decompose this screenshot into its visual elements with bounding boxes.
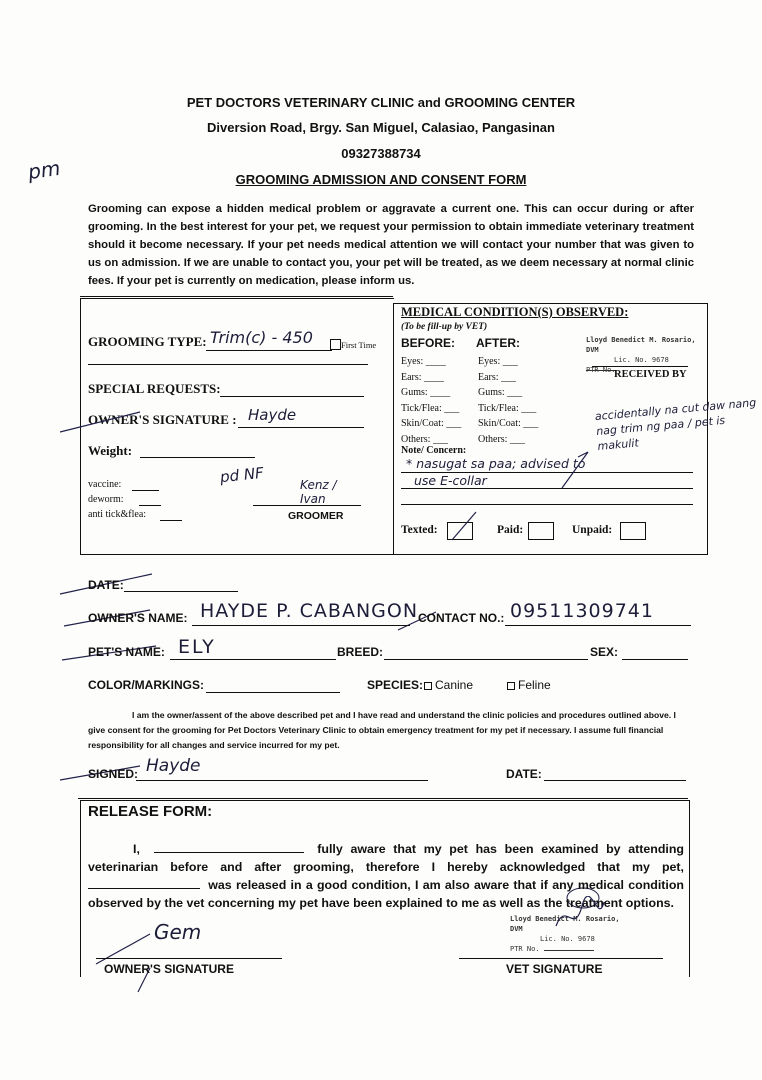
after-gums[interactable]: Gums: ___ [478,387,523,399]
texted-label: Texted: [401,524,438,536]
before-label: BEFORE: [401,336,455,350]
release-outer-line [78,798,688,799]
stamp-lic: Lic. No. 9678 [614,356,669,364]
release-owner-signature-value: Gem [154,920,202,944]
after-eyes[interactable]: Eyes: ___ [478,356,518,367]
before-gums[interactable]: Gums: ____ [401,387,451,399]
strike-owner-signature [60,412,140,432]
date2-label: DATE: [506,767,542,781]
release-text-part2: fully aware that my pet has been examined by attending veterinarian before and after grooming, therefore I hereby acknowledged that my pet, [88,842,684,874]
color-label: COLOR/MARKINGS: [88,678,204,692]
vet-signature-scribble [548,896,608,938]
contact-line[interactable] [505,625,691,626]
received-by-label: RECEIVED BY [614,369,687,380]
clinic-phone: 09327388734 [341,146,421,161]
consent-paragraph: I am the owner/assent of the above described pet and I have read and understand the clinic policies and procedures outlined above. I give consent for the grooming for Pet Doctors Veterinary Clinic to obtain emergency treatment for my pet if necessary. I assume full financial responsibility for all changes and service incurred for my pet. [88,710,676,750]
stamp-vet-name: Lloyd Benedict M. Rosario, DVM [586,336,696,354]
before-eyes[interactable]: Eyes: ____ [401,356,446,367]
after-skincoat[interactable]: Skin/Coat: ___ [478,418,539,430]
first-time-label: First Time [341,340,377,350]
before-skincoat[interactable]: Skin/Coat: ___ [401,418,462,430]
date-label: DATE: [88,578,124,592]
pet-name-line[interactable] [170,659,336,660]
pet-name-value: ELY [178,636,216,658]
note-value-1: * nasugat sa paa; advised to [406,456,586,471]
form-title: GROOMING ADMISSION AND CONSENT FORM [235,172,527,187]
handwritten-initials: pd NF [219,463,265,487]
signed-line[interactable] [136,780,428,781]
after-ears[interactable]: Ears: ___ [478,371,517,383]
contact-label: CONTACT NO.: [418,611,505,625]
after-others[interactable]: Others: ___ [478,433,525,445]
release-vet-signature-label: VET SIGNATURE [506,962,603,976]
before-tickflea[interactable]: Tick/Flea: ___ [401,402,460,414]
feline-checkbox[interactable] [507,682,515,690]
release-i: I, [133,842,140,856]
before-others[interactable]: Others: ___ [401,433,448,445]
stamp-ptr: PTR No. [586,366,616,374]
medical-title: MEDICAL CONDITION(S) OBSERVED: [401,305,629,319]
release-name-blank[interactable] [154,840,304,853]
release-owner-signature-label: OWNER'S SIGNATURE [104,962,234,976]
note-label: Note/ Concern: [401,445,467,456]
signed-value: Hayde [146,756,201,776]
side-note: accidentally na cut daw nang nag trim ng paa / pet is makulit [594,396,757,453]
sex-line[interactable] [622,659,688,660]
antitick-label: anti tick&flea: [88,509,147,520]
intro-paragraph: Grooming can expose a hidden medical problem or aggravate a current one. This can occur during or after grooming. In the best interest for your pet, we request your permission to obtain immediate veterinary treatment should it become necessary. If your pet needs medical attention we will contact your number that was given to us on admission. If we are unable to contact you, your pet will be treated, as we deem necessary at normal clinic fees. If your pet is currently on medication, please inform us. [88,203,694,287]
groomer-name-value: Kenz / Ivan [300,478,337,506]
release-owner-signature-line[interactable] [96,958,282,959]
date2-line[interactable] [544,780,686,781]
owner-name-value: HAYDE P. CABANGON [200,600,419,622]
sex-label: SEX: [590,645,619,659]
after-tickflea[interactable]: Tick/Flea: ___ [478,402,537,414]
release-title: RELEASE FORM: [88,803,213,820]
release-stamp-ptr: PTR No. [510,944,630,954]
pet-name-label: PET'S NAME: [88,645,165,659]
release-stamp-name: Lloyd Benedict M. Rosario, DVM [510,915,620,933]
release-text-part3: was released in a good condition, I am also aware that if any medical condition observed by the vet concerning my pet have been explained to me as well as the treatment options. [88,878,684,910]
canine-label: Canine [435,678,474,692]
weight-label: Weight: [88,443,133,458]
owner-name-label: OWNER'S NAME: [88,611,188,625]
groomer-label: GROOMER [288,510,344,522]
breed-line[interactable] [384,659,588,660]
owner-name-line[interactable] [192,625,410,626]
grooming-type-label: GROOMING TYPE: [88,334,207,349]
contact-value: 09511309741 [510,600,654,622]
clinic-address: Diversion Road, Brgy. San Miguel, Calasiao, Pangasinan [207,120,555,135]
unpaid-label: Unpaid: [572,524,613,536]
feline-label: Feline [518,678,551,692]
check-texted [452,512,476,540]
before-ears[interactable]: Ears: ____ [401,371,445,383]
margin-note: pm [26,155,62,185]
medical-subtitle: (To be fill-up by VET) [401,322,488,332]
release-pet-blank[interactable] [88,876,200,889]
release-vet-signature-line[interactable] [459,958,663,959]
owner-signature-value: Hayde [248,406,297,424]
note-value-2: use E-collar [414,473,487,488]
date-line[interactable] [124,591,238,592]
canine-checkbox[interactable] [424,682,432,690]
arrow-to-note [562,452,588,488]
breed-label: BREED: [337,645,384,659]
after-label: AFTER: [476,336,520,350]
signed-label: SIGNED: [88,767,139,781]
owner-signature-label: OWNER'S SIGNATURE : [88,412,237,427]
deworm-label: deworm: [88,494,124,505]
species-label: SPECIES: [367,678,424,692]
paid-label: Paid: [497,524,524,536]
release-stamp-lic: Lic. No. 9678 [540,935,595,943]
special-requests-label: SPECIAL REQUESTS: [88,381,221,396]
grooming-type-value[interactable]: Trim(c) - 450 [210,328,313,347]
color-line[interactable] [206,692,340,693]
vaccine-label: vaccine: [88,479,122,490]
clinic-name: PET DOCTORS VETERINARY CLINIC and GROOMING CENTER [186,95,576,110]
